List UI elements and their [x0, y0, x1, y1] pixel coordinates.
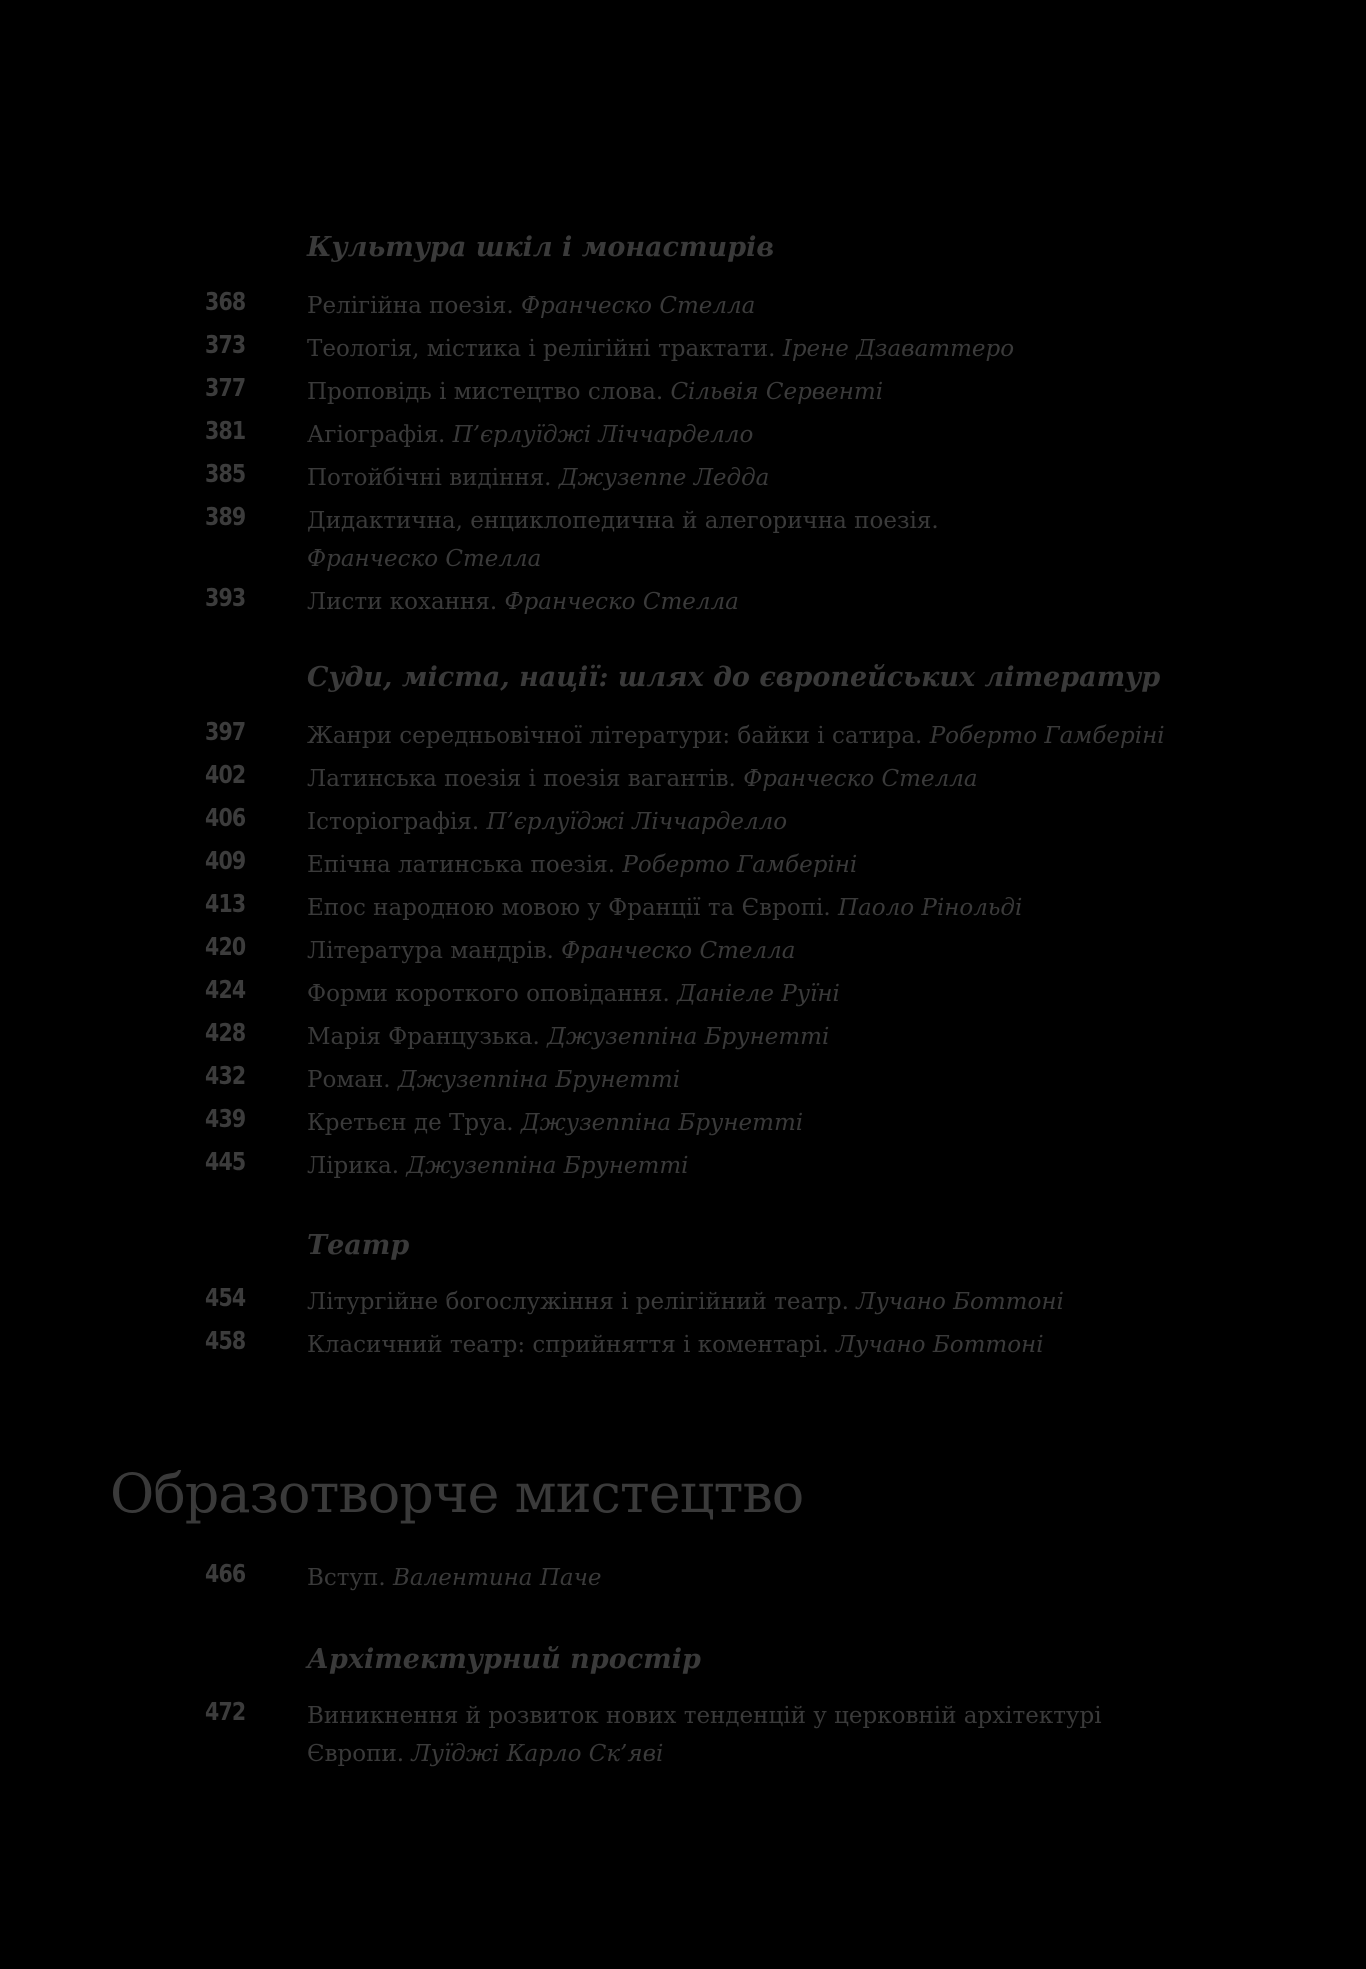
entry-title: Проповідь і мистецтво слова.: [307, 379, 671, 405]
entry-title: Марія Французька.: [307, 1024, 548, 1050]
entry-author: П’єрлуїджі Ліччарделло: [452, 422, 754, 448]
entry-title: Жанри середньовічної літератури: байки і сатира.: [307, 723, 930, 749]
section-heading-theatre: Театр: [307, 1230, 410, 1261]
page-number: 454: [205, 1283, 246, 1312]
entry-title: Роман.: [307, 1067, 398, 1093]
entry-author: Паоло Рінольді: [838, 895, 1023, 921]
entry-text: [307, 1147, 1207, 1185]
page-number: 397: [205, 717, 246, 746]
entry-title: Історіографія.: [307, 809, 487, 835]
entry-author: Франческо Стелла: [504, 589, 739, 615]
entry-text: [307, 459, 1207, 497]
part-title: Образотворче мистецтво: [110, 1462, 804, 1525]
entry-author: Валентина Паче: [393, 1565, 602, 1591]
entry-author: Лучано Боттоні: [856, 1289, 1064, 1315]
entry-text: [307, 330, 1207, 368]
page-number: 445: [205, 1147, 246, 1176]
entry-title: Епічна латинська поезія.: [307, 852, 623, 878]
entry-title: Теологія, містика і релігійні трактати.: [307, 336, 783, 362]
entry-text: [307, 889, 1207, 927]
entry-text: [307, 1104, 1207, 1142]
page-number: 432: [205, 1061, 246, 1090]
entry-title: Література мандрів.: [307, 938, 562, 964]
entry-author: Джузеппіна Брунетті: [406, 1153, 689, 1179]
entry-author: Франческо Стелла: [520, 293, 756, 319]
entry-text: [307, 717, 1207, 755]
entry-author: Джузеппіна Брунетті: [547, 1024, 830, 1050]
entry-text: [307, 1061, 1207, 1099]
page-number: 389: [205, 502, 246, 531]
entry-title: Форми короткого оповідання.: [307, 981, 678, 1007]
entry-title: Агіографія.: [307, 422, 453, 448]
entry-text: [307, 502, 1007, 578]
page-number: 458: [205, 1326, 246, 1355]
entry-author: Роберто Гамберіні: [929, 723, 1165, 749]
entry-author: Лучано Боттоні: [835, 1332, 1044, 1358]
entry-title: Потойбічні видіння.: [307, 465, 559, 491]
page-number: 466: [205, 1559, 246, 1588]
page-number: 409: [205, 846, 246, 875]
entry-author: П’єрлуїджі Ліччарделло: [486, 809, 788, 835]
page-number: 424: [205, 975, 246, 1004]
entry-text: [307, 803, 1207, 841]
page-number: 385: [205, 459, 246, 488]
section-heading-schools: Культура шкіл і монастирів: [307, 232, 775, 263]
entry-author: Франческо Стелла: [561, 938, 796, 964]
entry-author: Луїджі Карло Ск’яві: [411, 1741, 664, 1767]
entry-title: Листи кохання.: [307, 589, 505, 615]
entry-text: [307, 1326, 1207, 1364]
entry-text: [307, 1697, 1187, 1773]
entry-title: Лірика.: [307, 1153, 407, 1179]
page-number: 368: [205, 287, 246, 316]
entry-author: Джузеппіна Брунетті: [520, 1110, 804, 1136]
entry-text: [307, 287, 1207, 325]
page-number: 393: [205, 583, 246, 612]
entry-title: Латинська поезія і поезія вагантів.: [307, 766, 744, 792]
page-number: 406: [205, 803, 246, 832]
page-number: 428: [205, 1018, 246, 1047]
section-heading-courts-cities: Суди, міста, нації: шлях до європейських літератур: [307, 662, 1161, 693]
entry-author: Франческо Стелла: [743, 766, 978, 792]
page-number: 373: [205, 330, 246, 359]
entry-text: [307, 1283, 1207, 1321]
page-number: 413: [205, 889, 246, 918]
entry-text: [307, 1018, 1207, 1056]
entry-author: Ірене Дзаваттеро: [782, 336, 1015, 362]
page-number: 472: [205, 1697, 246, 1726]
entry-title: Дидактична, енциклопедична й алегорична поезія.: [307, 508, 939, 534]
entry-title: Кретьєн де Труа.: [307, 1110, 521, 1136]
entry-title: Епос народною мовою у Франції та Європі.: [307, 895, 838, 921]
entry-text: [307, 760, 1207, 798]
entry-text: [307, 1559, 1207, 1597]
entry-title: Виникнення й розвиток нових тенденцій у церковній архітектурі Європи.: [307, 1703, 1102, 1767]
entry-author: Даніеле Руїні: [677, 981, 840, 1007]
entry-author: Франческо Стелла: [307, 546, 542, 572]
page-number: 377: [205, 373, 246, 402]
entry-author: Джузеппе Ледда: [558, 465, 770, 491]
entry-text: [307, 975, 1207, 1013]
entry-author: Сільвія Сервенті: [670, 379, 884, 405]
entry-text: [307, 932, 1207, 970]
page-number: 439: [205, 1104, 246, 1133]
entry-text: [307, 416, 1207, 454]
entry-text: [307, 583, 1207, 621]
entry-title: Релігійна поезія.: [307, 293, 521, 319]
page-number: 402: [205, 760, 246, 789]
section-heading-architecture: Архітектурний простір: [307, 1644, 701, 1675]
entry-text: [307, 846, 1207, 884]
page-number: 381: [205, 416, 246, 445]
entry-text: [307, 373, 1207, 411]
entry-title: Вступ.: [307, 1565, 393, 1591]
entry-title: Літургійне богослужіння і релігійний театр.: [307, 1289, 857, 1315]
page-number: 420: [205, 932, 246, 961]
entry-author: Роберто Гамберіні: [622, 852, 858, 878]
entry-title: Класичний театр: сприйняття і коментарі.: [307, 1332, 836, 1358]
entry-author: Джузеппіна Брунетті: [397, 1067, 681, 1093]
